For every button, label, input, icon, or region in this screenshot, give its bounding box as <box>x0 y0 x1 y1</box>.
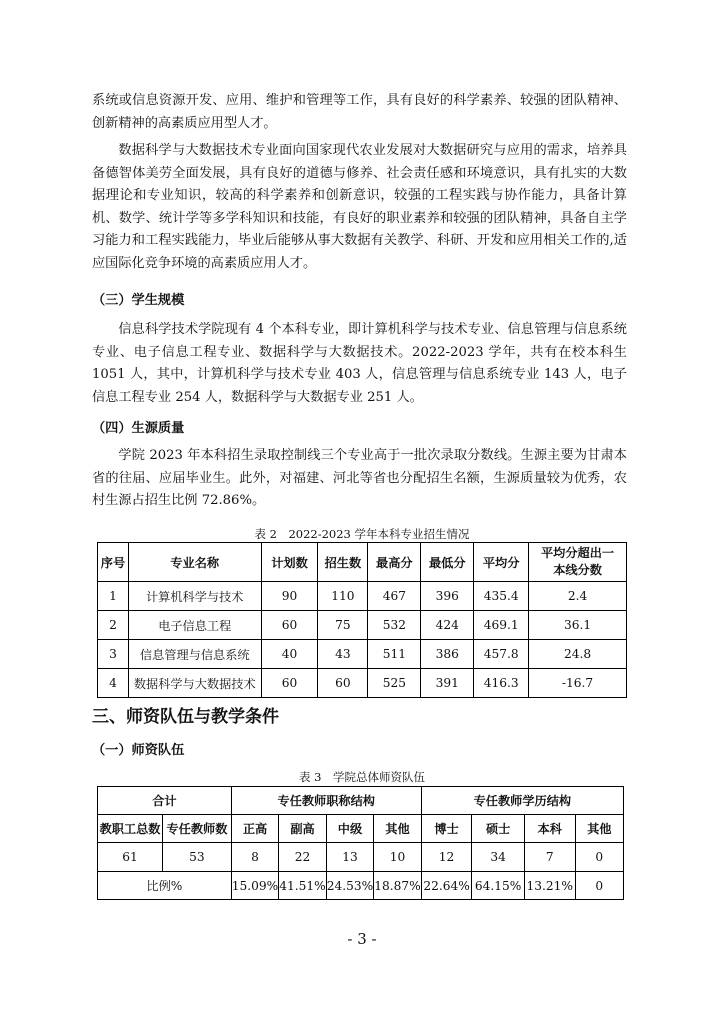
table-cell: 1 <box>98 582 129 611</box>
table3-header-cell: 教职工总数 <box>98 815 163 843</box>
table-cell: 41.51% <box>279 872 326 900</box>
table-cell: 386 <box>421 640 474 669</box>
table-cell: 数据科学与大数据技术 <box>128 669 261 698</box>
table2-header-cell: 最高分 <box>368 543 421 582</box>
table-cell: -16.7 <box>529 669 627 698</box>
table-cell: 13 <box>326 843 373 872</box>
table3-header-cell: 其他 <box>374 815 421 843</box>
table-cell: 467 <box>368 582 421 611</box>
table-cell: 10 <box>374 843 421 872</box>
table3-group-header: 专任教师学历结构 <box>421 787 623 815</box>
table-cell: 391 <box>421 669 474 698</box>
table3-group-header: 合计 <box>98 787 232 815</box>
paragraph-student-scale: 信息科学技术学院现有 4 个本科专业，即计算机科学与技术专业、信息管理与信息系统专业、电子信息工程专业、数据科学与大数据技术。2022-2023 学年，共有在校本科生 1051 人，其中，计算机科学与技术专业 403 人，信息管理与信息系统专业 143 人，电子信息工程专业 254 人，数据科学与大数据专业 251 人。 <box>92 322 627 405</box>
paragraph-student-quality: 学院 2023 年本科招生录取控制线三个专业高于一批次录取分数线。生源主要为甘肃本省的往届、应届毕业生。此外，对福建、河北等省也分配招生名额，生源质量较为优秀，农村生源占招生比例 72.86%。 <box>92 448 627 508</box>
table-cell: 22 <box>279 843 326 872</box>
table-cell: 18.87% <box>374 872 421 900</box>
table-cell: 424 <box>421 611 474 640</box>
table-cell: 4 <box>98 669 129 698</box>
heading-student-scale: （三）学生规模 <box>92 293 185 308</box>
table-cell: 13.21% <box>524 872 575 900</box>
table-cell: 511 <box>368 640 421 669</box>
table3-caption: 表 3 学院总体师资队伍 <box>299 770 425 784</box>
heading-student-quality: （四）生源质量 <box>92 421 185 436</box>
table2-header-cell: 最低分 <box>421 543 474 582</box>
table-cell: 24.8 <box>529 640 627 669</box>
table3-header-cell: 中级 <box>326 815 373 843</box>
table-cell: 比例% <box>98 872 232 900</box>
table2-header-row <box>98 543 627 582</box>
page-number: - 3 - <box>347 930 377 948</box>
table-cell: 7 <box>524 843 575 872</box>
table-cell: 416.3 <box>474 669 529 698</box>
table-cell: 22.64% <box>421 872 472 900</box>
heading-faculty: （一）师资队伍 <box>92 743 185 758</box>
table-cell: 469.1 <box>474 611 529 640</box>
table3-header-cell: 博士 <box>421 815 472 843</box>
table-cell: 525 <box>368 669 421 698</box>
table2-header-cell: 平均分 <box>474 543 529 582</box>
table-cell: 60 <box>318 669 368 698</box>
table-row <box>98 640 627 669</box>
table2-caption: 表 2 2022-2023 学年本科专业招生情况 <box>254 527 470 541</box>
table-row <box>98 872 624 900</box>
table-cell: 60 <box>261 611 318 640</box>
table2-header-cell: 招生数 <box>318 543 368 582</box>
table-row <box>98 669 627 698</box>
table2-header-cell: 专业名称 <box>128 543 261 582</box>
table-cell: 396 <box>421 582 474 611</box>
table-cell: 15.09% <box>231 872 278 900</box>
heading-section-3: 三、师资队伍与教学条件 <box>92 707 279 727</box>
table-cell: 110 <box>318 582 368 611</box>
table-cell: 8 <box>231 843 278 872</box>
table-cell: 43 <box>318 640 368 669</box>
table-faculty <box>97 786 624 900</box>
table3-header-cell: 硕士 <box>472 815 524 843</box>
table-cell: 90 <box>261 582 318 611</box>
table-cell: 40 <box>261 640 318 669</box>
table2-header-cell: 计划数 <box>261 543 318 582</box>
table3-group-header-row <box>98 787 624 815</box>
table-cell: 53 <box>163 843 232 872</box>
table3-header-cell: 副高 <box>279 815 326 843</box>
table3-header-cell: 专任教师数 <box>163 815 232 843</box>
paragraph-talent-goal-end: 系统或信息资源开发、应用、维护和管理等工作，具有良好的科学素养、较强的团队精神、创新精神的高素质应用型人才。 <box>92 93 627 131</box>
table3-header-row <box>98 815 624 843</box>
table-cell: 信息管理与信息系统 <box>128 640 261 669</box>
table3-header-cell: 本科 <box>524 815 575 843</box>
table-cell: 532 <box>368 611 421 640</box>
table-row <box>98 582 627 611</box>
table-cell: 61 <box>98 843 163 872</box>
table3-group-header: 专任教师职称结构 <box>231 787 421 815</box>
table-cell: 计算机科学与技术 <box>128 582 261 611</box>
paragraph-data-science-major: 数据科学与大数据技术专业面向国家现代农业发展对大数据研究与应用的需求，培养具备德智体美劳全面发展，具有良好的道德与修养、社会责任感和环境意识，具有扎实的大数据理论和专业知识，较高的科学素养和创新意识，较强的工程实践与协作能力，具备计算机、数学、统计学等多学科知识和技能，有良好的职业素养和较强的团队精神，具备自主学习能力和工程实践能力，毕业后能够从事大数据有关教学、科研、开发和应用相关工作的,适应国际化竞争环境的高素质应用人才。 <box>92 143 627 271</box>
table-cell: 457.8 <box>474 640 529 669</box>
table3-header-cell: 正高 <box>231 815 278 843</box>
table2-header-cell: 序号 <box>98 543 129 582</box>
table-cell: 3 <box>98 640 129 669</box>
table-cell: 电子信息工程 <box>128 611 261 640</box>
table-cell: 75 <box>318 611 368 640</box>
table-cell: 2.4 <box>529 582 627 611</box>
table-cell: 0 <box>575 872 623 900</box>
table-cell: 64.15% <box>472 872 524 900</box>
table-row <box>98 611 627 640</box>
table-cell: 435.4 <box>474 582 529 611</box>
table3-header-cell: 其他 <box>575 815 623 843</box>
table-cell: 34 <box>472 843 524 872</box>
table2-header-cell: 平均分超出一本线分数 <box>529 543 627 582</box>
table-cell: 12 <box>421 843 472 872</box>
table-cell: 0 <box>575 843 623 872</box>
table-enrollment <box>97 542 627 698</box>
table-cell: 2 <box>98 611 129 640</box>
table-cell: 60 <box>261 669 318 698</box>
table-cell: 36.1 <box>529 611 627 640</box>
table-cell: 24.53% <box>326 872 373 900</box>
table-row <box>98 843 624 872</box>
